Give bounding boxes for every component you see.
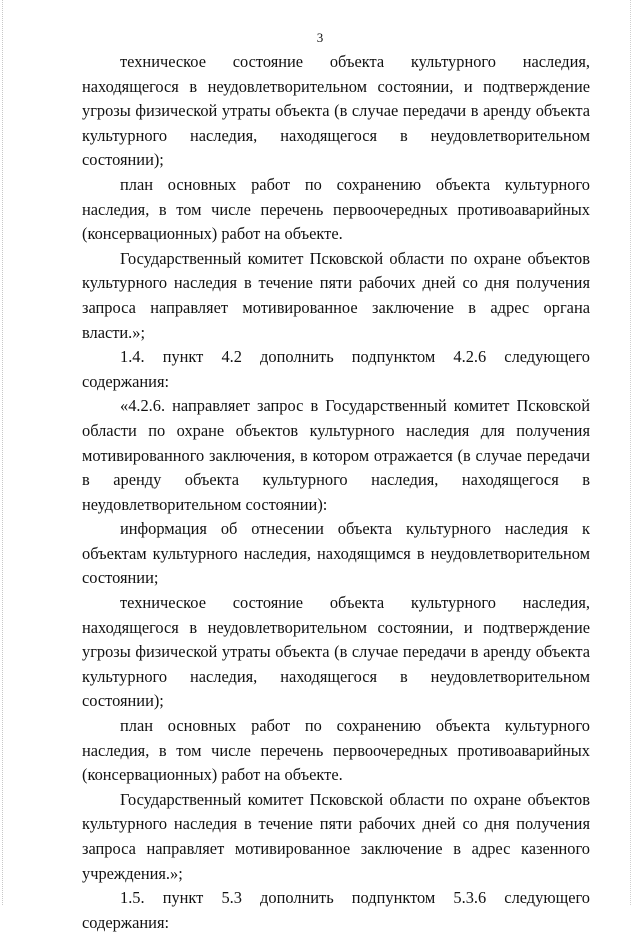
scan-edge-right xyxy=(630,0,631,905)
paragraph: техническое состояние объекта культурного наследия, находящегося в неудовлетворительном состоянии, и подтверждение угрозы физической утраты объекта (в случае передачи в аренду объекта культурного наследия, находящегося в неудовлетворительном состоянии); xyxy=(82,52,590,170)
paragraph: Государственный комитет Псковской области по охране объектов культурного наследия в течение пяти рабочих дней со дня получения запроса направляет мотивированное заключение в адрес органа власти.»; xyxy=(82,248,590,342)
paragraph: 1.5. пункт 5.3 дополнить подпунктом 5.3.6 следующего содержания: xyxy=(82,888,590,932)
document-body xyxy=(82,50,590,935)
paragraph: план основных работ по сохранению объекта культурного наследия, в том числе перечень первоочередных противоаварийных (консервационных) работ на объекте. xyxy=(82,174,590,244)
paragraph: 1.4. пункт 4.2 дополнить подпунктом 4.2.6 следующего содержания: xyxy=(82,347,590,391)
page-number: 3 xyxy=(316,30,324,45)
paragraph: «4.2.6. направляет запрос в Государственный комитет Псковской области по охране объектов культурного наследия для получения мотивированного заключения, в котором отражается (в случае передачи в аренду объекта культурного наследия, находящегося в неудовлетворительном состоянии): xyxy=(82,396,590,514)
scan-edge-left xyxy=(2,0,3,905)
paragraph: техническое состояние объекта культурного наследия, находящегося в неудовлетворительном состоянии, и подтверждение угрозы физической утраты объекта (в случае передачи в аренду объекта культурного наследия, находящегося в неудовлетворительном состоянии); xyxy=(82,593,590,711)
paragraph: Государственный комитет Псковской области по охране объектов культурного наследия в течение пяти рабочих дней со дня получения запроса направляет мотивированное заключение в адрес казенного учреждения.»; xyxy=(82,789,590,883)
paragraph: план основных работ по сохранению объекта культурного наследия, в том числе перечень первоочередных противоаварийных (консервационных) работ на объекте. xyxy=(82,716,590,785)
paragraph: информация об отнесении объекта культурного наследия к объектам культурного наследия, находящимся в неудовлетворительном состоянии; xyxy=(82,519,590,588)
